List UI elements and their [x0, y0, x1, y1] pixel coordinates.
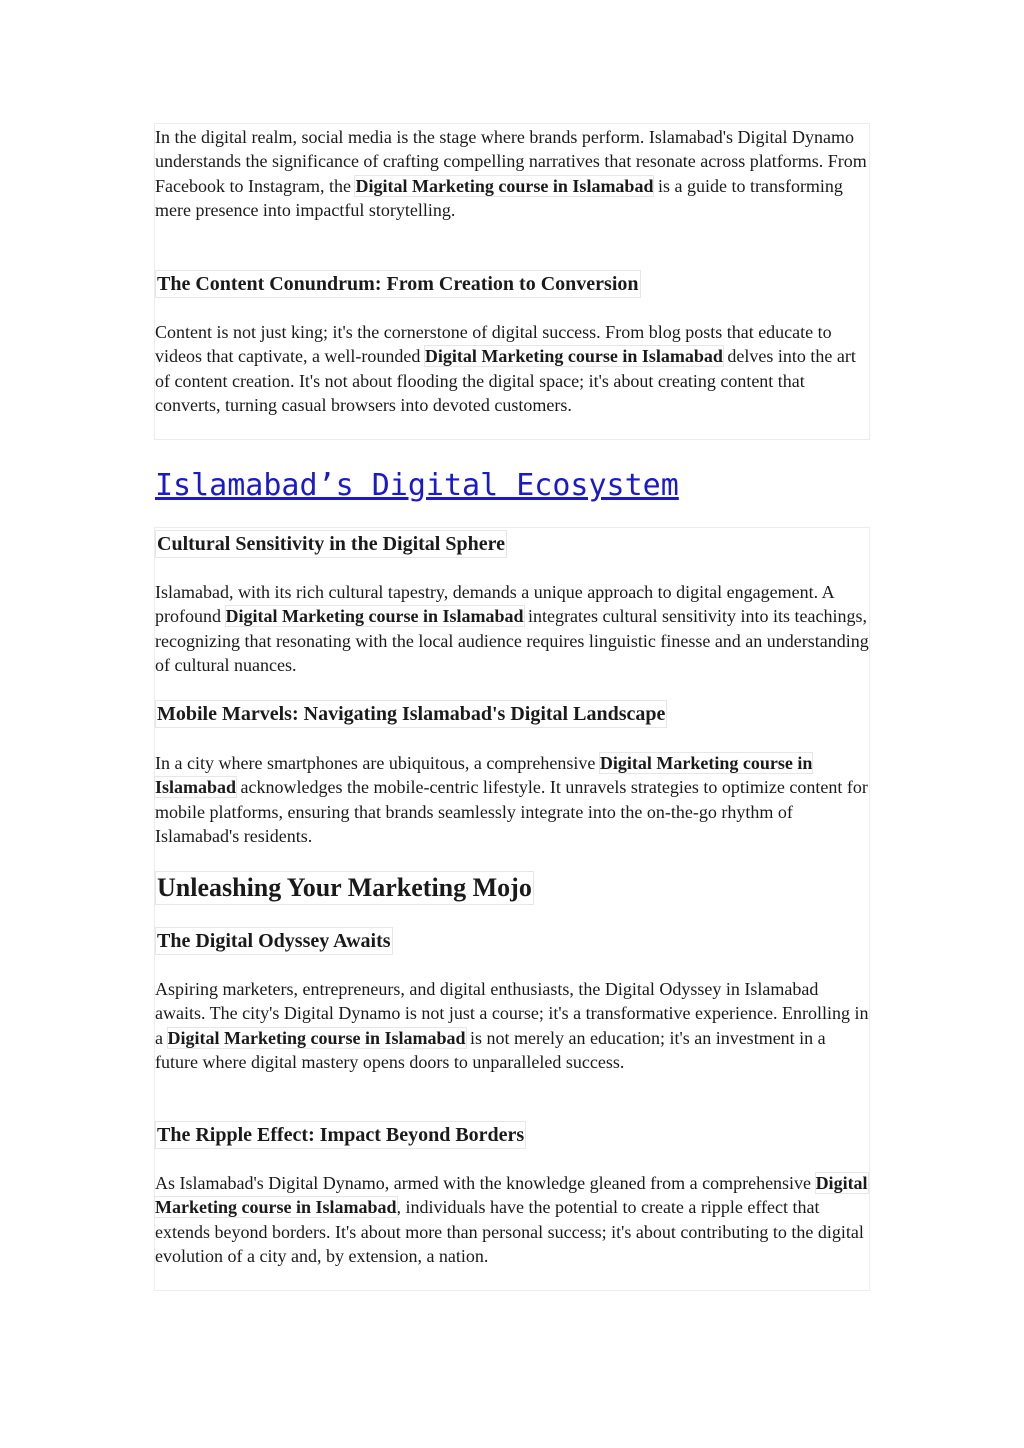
- heading-link-digital-ecosystem[interactable]: Islamabad’s Digital Ecosystem: [155, 468, 679, 503]
- keyword-bold: Digital Marketing course in Islamabad: [355, 175, 654, 196]
- paragraph-social-media: [155, 125, 869, 223]
- heading-marketing-mojo: Unleashing Your Marketing Mojo: [155, 871, 534, 905]
- heading-ripple-effect: The Ripple Effect: Impact Beyond Borders: [155, 1121, 526, 1149]
- heading-cultural-sensitivity: Cultural Sensitivity in the Digital Sphere: [155, 530, 507, 558]
- paragraph-text: delves into the art of content creation. It's not about flooding the digital space; it's about creating content that converts, turning casual browsers into devoted customers.: [155, 346, 856, 416]
- heading-digital-odyssey: The Digital Odyssey Awaits: [155, 927, 393, 955]
- paragraph-text: Islamabad, with its rich cultural tapestry, demands a unique approach to digital engagement. A profound: [155, 582, 834, 627]
- paragraph-text: acknowledges the mobile-centric lifestyle. It unravels strategies to optimize content for mobile platforms, ensuring that brands seamlessly integrate into the on-the-go rhythm of Islamabad's residents.: [155, 777, 868, 847]
- heading-content-conundrum: The Content Conundrum: From Creation to Conversion: [155, 270, 641, 298]
- heading-mobile-marvels: Mobile Marvels: Navigating Islamabad's Digital Landscape: [155, 700, 667, 728]
- paragraph-cultural: [155, 580, 869, 678]
- paragraph-text: is a guide to transforming mere presence into impactful storytelling.: [155, 175, 843, 221]
- keyword-bold: Digital Marketing course in Islamabad: [155, 753, 813, 798]
- keyword-bold: Digital Marketing course in Islamabad: [225, 606, 524, 627]
- keyword-bold: Digital Marketing course in Islamabad: [155, 1173, 868, 1218]
- paragraph-text: In the digital realm, social media is the stage where brands perform. Islamabad's Digital Dynamo understands the significance of crafting compelling narratives that resonate across platforms. From Facebook to Instagram, the: [155, 127, 867, 196]
- paragraph-ripple: [155, 1171, 869, 1269]
- paragraph-mobile: [155, 751, 869, 849]
- paragraph-text: , individuals have the potential to create a ripple effect that extends beyond borders. It's about more than personal success; it's about contributing to the digital evolution of a city and, by extension, a nation.: [155, 1197, 864, 1267]
- paragraph-odyssey: [155, 977, 869, 1075]
- paragraph-content-king: [155, 320, 869, 418]
- paragraph-text: Content is not just king; it's the cornerstone of digital success. From blog posts that educate to videos that captivate, a well-rounded: [155, 322, 832, 367]
- paragraph-text: As Islamabad's Digital Dynamo, armed with the knowledge gleaned from a comprehensive: [155, 1173, 816, 1193]
- paragraph-text: integrates cultural sensitivity into its teachings, recognizing that resonating with the local audience requires linguistic finesse and an understanding of cultural nuances.: [155, 606, 869, 676]
- keyword-bold: Digital Marketing course in Islamabad: [167, 1027, 466, 1048]
- paragraph-text: Aspiring marketers, entrepreneurs, and digital enthusiasts, the Digital Odyssey in Islamabad awaits. The city's Digital Dynamo is not just a course; it's a transformative experience. Enrolling in a: [155, 979, 869, 1048]
- paragraph-text: In a city where smartphones are ubiquitous, a comprehensive: [155, 753, 600, 773]
- paragraph-text: is not merely an education; it's an investment in a future where digital mastery opens doors to unparalleled success.: [155, 1027, 826, 1073]
- keyword-bold: Digital Marketing course in Islamabad: [424, 346, 723, 367]
